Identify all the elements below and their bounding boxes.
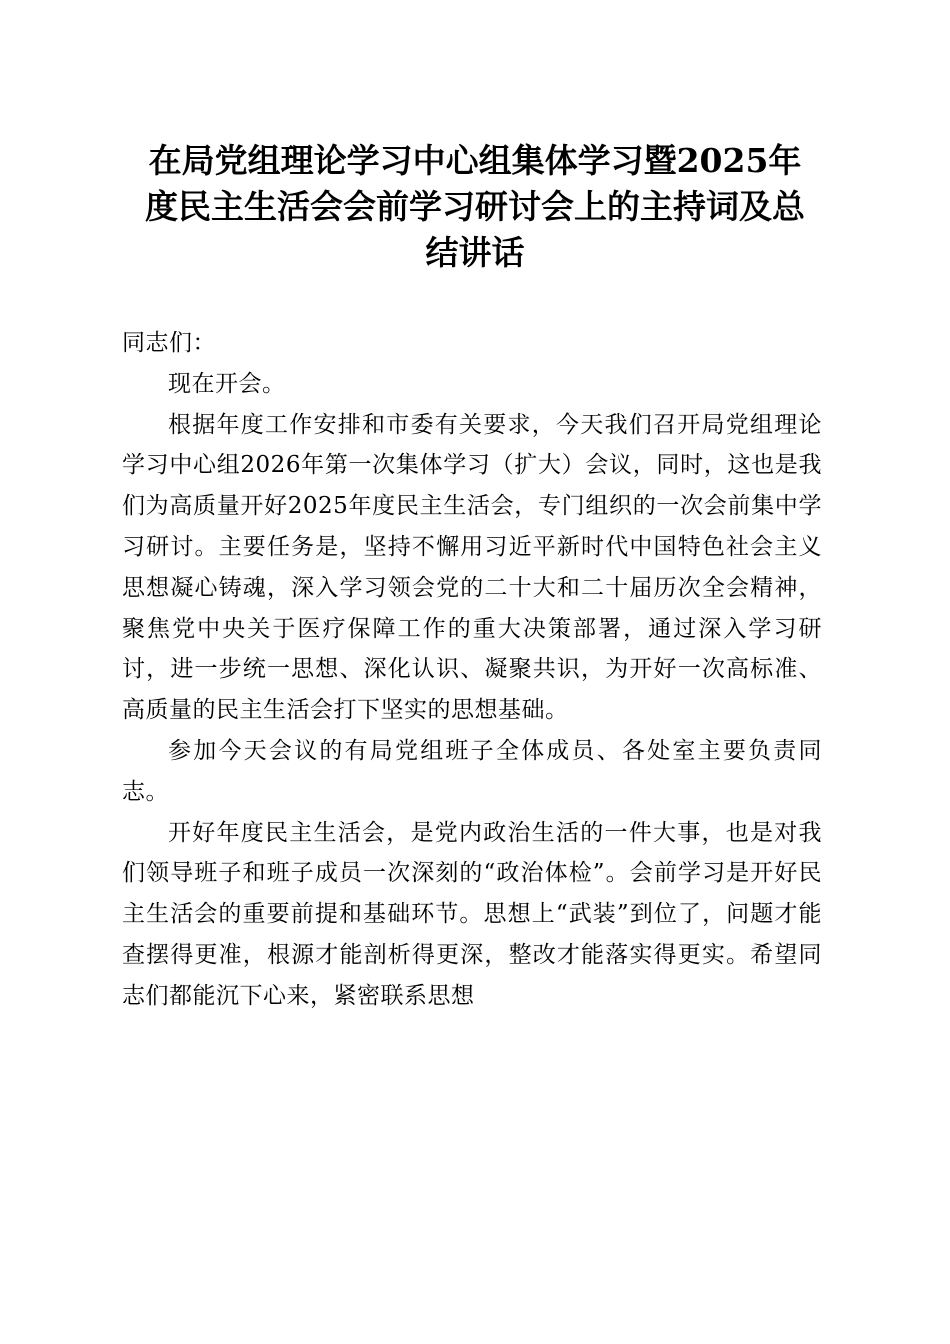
salutation: 同志们： [122, 330, 216, 356]
document-body [122, 323, 822, 1017]
document-title [110, 138, 840, 276]
paragraph-attendees: 参加今天会议的有局党组班子全体成员、各处室主要负责同志。 [122, 737, 822, 805]
title-line-2: 度民主生活会会前学习研讨会上的主持词及总 [145, 187, 805, 226]
paragraph-purpose: 根据年度工作安排和市委有关要求，今天我们召开局党组理论学习中心组2026年第一次集体学习（扩大）会议，同时，这也是我们为高质量开好2025年度民主生活会，专门组织的一次会前集中学习研讨。主要任务是，坚持不懈用习近平新时代中国特色社会主义思想凝心铸魂，深入学习领会党的二十大和二十届历次全会精神，聚焦党中央关于医疗保障工作的重大决策部署，通过深入学习研讨，进一步统一思想、深化认识、凝聚共识，为开好一次高标准、高质量的民主生活会打下坚实的思想基础。 [122, 411, 822, 724]
title-line-1: 在局党组理论学习中心组集体学习暨2025年 [148, 141, 802, 180]
paragraph-importance: 开好年度民主生活会，是党内政治生活的一件大事，也是对我们领导班子和班子成员一次深刻的“政治体检”。会前学习是开好民主生活会的重要前提和基础环节。思想上“武装”到位了，问题才能查摆得更准，根源才能剖析得更深，整改才能落实得更实。希望同志们都能沉下心来，紧密联系思想 [122, 819, 822, 1009]
paragraph-opening: 现在开会。 [168, 370, 286, 397]
title-line-3: 结讲话 [425, 233, 525, 272]
